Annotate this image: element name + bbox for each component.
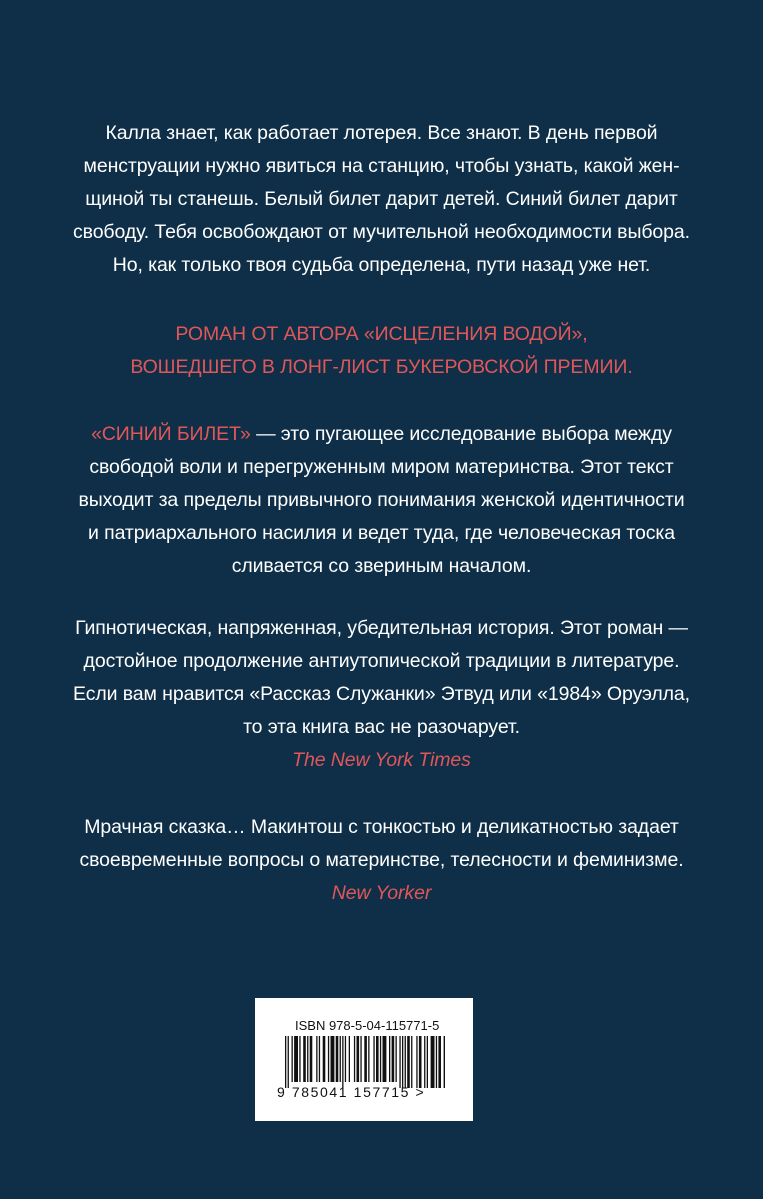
review-new-yorker: [0, 811, 763, 910]
review-source: The New York Times: [292, 749, 471, 771]
headline: [0, 318, 763, 384]
intro-line: Но, как только твоя судьба определена, пути назад уже нет.: [112, 254, 651, 276]
intro-paragraph: [0, 117, 763, 282]
headline-line: ВОШЕДШЕГО В ЛОНГ-ЛИСТ БУКЕРОВСКОЙ ПРЕМИИ.: [130, 356, 633, 378]
review-line: Гипнотическая, напряженная, убедительная история. Этот роман —: [75, 617, 688, 639]
barcode-digits: 9 785041 157715 >: [277, 1084, 426, 1100]
headline-line: РОМАН ОТ АВТОРА «ИСЦЕЛЕНИЯ ВОДОЙ»,: [175, 323, 588, 345]
isbn-label: ISBN 978-5-04-115771-5: [295, 1018, 440, 1033]
description-paragraph: [0, 418, 763, 583]
book-title: «СИНИЙ БИЛЕТ»: [91, 423, 251, 445]
intro-line: Калла знает, как работает лотерея. Все знают. В день первой: [105, 122, 658, 144]
review-nyt: [0, 612, 763, 777]
intro-line: менструации нужно явиться на станцию, чтобы узнать, какой жен-: [83, 155, 680, 177]
barcode-box: [255, 998, 473, 1121]
review-line: своевременные вопросы о материнстве, телесности и феминизме.: [79, 849, 684, 871]
description-line: выходит за пределы привычного понимания женской идентичности: [78, 489, 685, 511]
description-first-line: [0, 418, 763, 451]
review-source: New Yorker: [331, 882, 432, 904]
description-first-rest: — это пугающее исследование выбора между: [250, 423, 672, 445]
description-line: и патриархального насилия и ведет туда, где человеческая тоска: [88, 522, 675, 544]
barcode-icon: [285, 1036, 445, 1088]
review-line: то эта книга вас не разочарует.: [243, 716, 520, 738]
review-line: Если вам нравится «Рассказ Служанки» Этвуд или «1984» Оруэлла,: [73, 683, 690, 705]
description-line: сливается со звериным началом.: [231, 555, 532, 577]
description-line: свободой воли и перегруженным миром материнства. Этот текст: [89, 456, 674, 478]
intro-line: свободу. Тебя освобождают от мучительной необходимости выбора.: [73, 221, 690, 243]
review-line: Мрачная сказка… Макинтош с тонкостью и деликатностью задает: [84, 816, 679, 838]
review-line: достойное продолжение антиутопической традиции в литературе.: [83, 650, 680, 672]
intro-line: щиной ты станешь. Белый билет дарит детей. Синий билет дарит: [85, 188, 678, 210]
